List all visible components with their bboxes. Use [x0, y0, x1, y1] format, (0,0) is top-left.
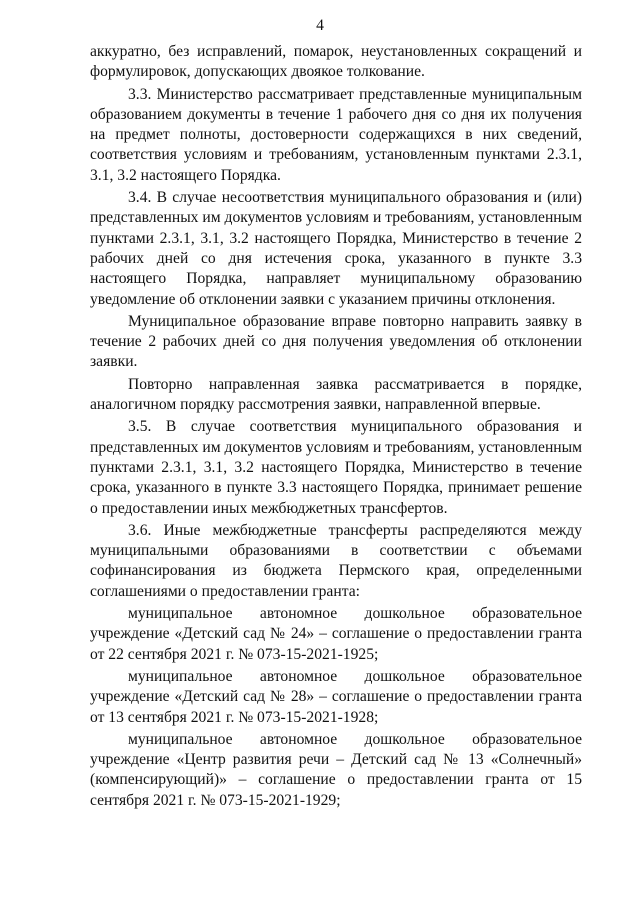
paragraph-3-3: 3.3. Министерство рассматривает представленные муниципальным образованием документы в течение 1 рабочего дня со дня их получения на предмет полноты, достоверности содержащихся в них сведений, соответствия условиям и требованиям, установленным пунктами 2.3.1, 3.1, 3.2 настоящего Порядка. — [90, 85, 582, 184]
paragraph-resubmit-review: Повторно направленная заявка рассматривается в порядке, аналогичном порядку рассмотрения заявки, направленной впервые. — [90, 375, 582, 414]
list-item-grant-1929: муниципальное автономное дошкольное образовательное учреждение «Центр развития речи – Детский сад № 13 «Солнечный» (компенсирующий)» – соглашение о предоставлении гранта от 15 сентября 2021 г. № 073-15-2021-1929; — [90, 730, 582, 809]
list-item-grant-1925: муниципальное автономное дошкольное образовательное учреждение «Детский сад № 24» – соглашение о предоставлении гранта от 22 сентября 2021 г. № 073-15-2021-1925; — [90, 605, 582, 663]
paragraph-3-4: 3.4. В случае несоответствия муниципального образования и (или) представленных им документов условиям и требованиям, установленным пунктами 2.3.1, 3.1, 3.2 настоящего Порядка, Министерство в течение 2 рабочих дней со дня истечения срока, указанного в пункте 3.3 настоящего Порядка, направляет муниципальному образованию уведомление об отклонении заявки с указанием причины отклонения. — [90, 189, 582, 308]
list-item-grant-1928: муниципальное автономное дошкольное образовательное учреждение «Детский сад № 28» – соглашение о предоставлении гранта от 13 сентября 2021 г. № 073-15-2021-1928; — [90, 667, 582, 726]
paragraph-resubmit: Муниципальное образование вправе повторно направить заявку в течение 2 рабочих дней со дня получения уведомления об отклонении заявки. — [90, 312, 582, 371]
page-number: 4 — [316, 17, 324, 34]
paragraph-3-5: 3.5. В случае соответствия муниципального образования и представленных им документов условиям и требованиям, установленным пунктами 2.3.1, 3.1, 3.2 настоящего Порядка, Министерство в течение срока, указанного в пункте 3.3 настоящего Порядка, принимает решение о предоставлении иных межбюджетных трансфертов. — [90, 418, 582, 517]
document-body — [90, 42, 582, 813]
paragraph-3-6: 3.6. Иные межбюджетные трансферты распределяются между муниципальными образованиями в соответствии с объемами софинансирования из бюджета Пермского края, определенными соглашениями о предоставлении гранта: — [90, 521, 582, 600]
paragraph-continuation: аккуратно, без исправлений, помарок, неустановленных сокращений и формулировок, допускающих двоякое толкование. — [90, 43, 582, 81]
